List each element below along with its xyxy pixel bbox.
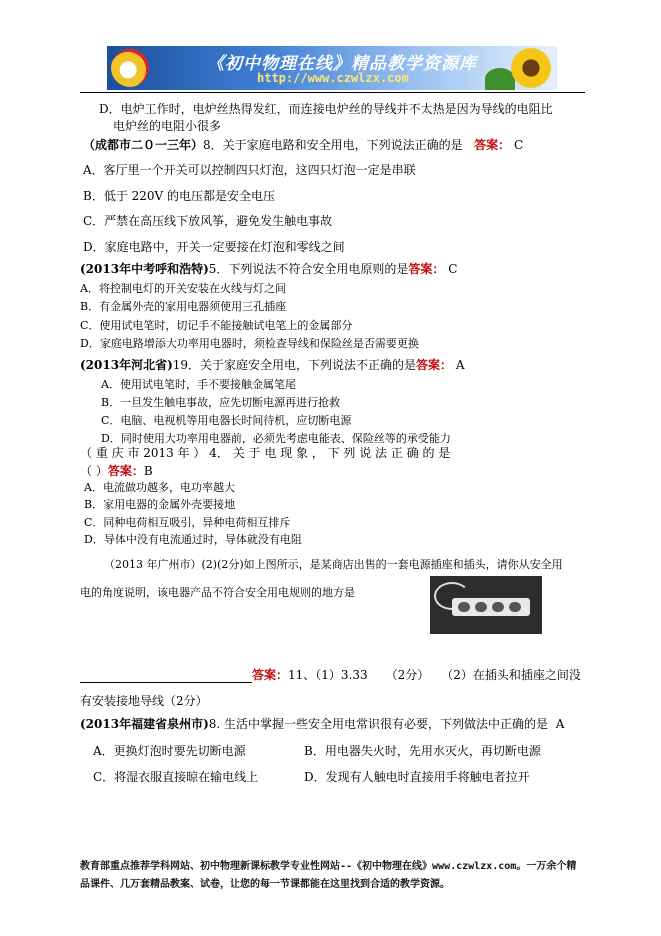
answer-value: A (555, 717, 565, 731)
site-logo (111, 49, 149, 87)
socket-image (458, 602, 470, 612)
option-b: B．一旦发生触电事故，应先切断电源再进行抢救 (101, 396, 341, 409)
question-19 (80, 356, 465, 373)
question-11-line4: 有安装接地导线（2分） (80, 694, 208, 708)
option-d: D．发现有人触电时直接用手将触电者拉开 (304, 770, 530, 784)
option-d-line2: 电炉丝的电阻小很多 (113, 119, 222, 133)
answer-value: A (455, 358, 465, 372)
option-c: C．使用试电笔时，切记手不能接触试电笔上的金属部分 (80, 319, 353, 332)
option-c: C．同种电荷相互吸引，异种电荷相互排斥 (84, 516, 291, 529)
option-b: B．家用电器的金属外壳要接地 (84, 498, 236, 511)
option-d-line1: D．电炉工作时，电炉丝热得发红，而连接电炉丝的导线并不太热是因为导线的电阻比 (99, 102, 553, 116)
socket-image (492, 602, 504, 612)
answer-label: 答案： (416, 358, 453, 372)
answer-label: 答案： (474, 138, 511, 152)
question-11-line2: 电的角度说明，该电器产品不符合安全用电规则的地方是 (80, 586, 355, 599)
option-d: D．家庭电路增添大功率用电器时，须检查导线和保险丝是否需要更换 (80, 337, 419, 350)
question-8b (80, 715, 564, 732)
answer-value: 11、（1）3.33 （2分） （2）在插头和插座之间没 (288, 668, 581, 682)
question-text: 5．下列说法不符合安全用电原则的是 (208, 262, 409, 276)
question-5 (80, 260, 457, 277)
option-c: C．将湿衣服直接晾在输电线上 (93, 770, 259, 784)
option-b: B．用电器失火时，先用水灭火，再切断电源 (304, 744, 541, 758)
answer-label: 答案： (408, 262, 445, 276)
answer-value: C (448, 262, 458, 276)
question-source: (2013年福建省泉州市) (80, 717, 209, 731)
question-4-line2 (80, 462, 153, 479)
question-11-answer (80, 666, 581, 683)
question-8 (83, 136, 523, 153)
option-c: C．严禁在高压线下放风筝，避免发生触电事故 (83, 214, 333, 228)
header-rule (80, 92, 585, 93)
answer-value: C (513, 138, 524, 152)
socket-image (509, 602, 521, 612)
question-text: 8．关于家庭电路和安全用电，下列说法正确的是 (203, 138, 463, 152)
banner-url[interactable]: http://www.czwlzx.com (257, 71, 409, 85)
option-d: D．同时使用大功率用电器前，必须先考虑电能表、保险丝等的承受能力 (101, 432, 451, 445)
option-a: A．将控制电灯的开关安装在火线与灯之间 (80, 282, 286, 295)
option-a: A．使用试电笔时，手不要接触金属笔尾 (101, 378, 296, 391)
option-d: D．家庭电路中，开关一定要接在灯泡和零线之间 (83, 240, 345, 254)
question-text: 19．关于家庭安全用电，下列说法不正确的是 (172, 358, 417, 372)
footer-note: 教育部重点推荐学科网站、初中物理新课标教学专业性网站--《初中物理在线》www.czwlzx.com。一万余个精品课件、几万套精品教案、试卷，让您的每一节课都能在这里找到合适的教学资源。 (80, 861, 577, 890)
question-4-line1: （ 重 庆 市 2013 年 ） 4． 关 于 电 现 象 ， 下 列 说 法 正 确 的 是 (80, 446, 451, 460)
question-text: 8. 生活中掌握一些安全用电常识很有必要，下列做法中正确的是 (208, 717, 549, 731)
answer-label: 答案： (107, 464, 144, 478)
answer-blank: （ ） (80, 464, 108, 478)
option-d: D．导体中没有电流通过时，导体就没有电阻 (84, 533, 302, 546)
header-banner (107, 46, 557, 90)
option-a: A．电流做功越多，电功率越大 (84, 481, 235, 494)
question-source: (2013年河北省) (80, 358, 173, 372)
answer-label: 答案： (252, 668, 289, 682)
socket-image (475, 602, 487, 612)
answer-blank-line (80, 670, 252, 683)
answer-value: B (143, 464, 153, 478)
banner-title: 《初中物理在线》精品教学资源库 (207, 54, 477, 74)
power-strip-photo (430, 576, 542, 634)
option-a: A．客厅里一个开关可以控制四只灯泡，这四只灯泡一定是串联 (83, 163, 416, 177)
question-11-line1: （2013 年广州市）(2)(2分)如上图所示，是某商店出售的一套电源插座和插头，请你从安全用 (104, 558, 563, 571)
option-b: B．低于 220V 的电压都是安全电压 (83, 189, 276, 203)
option-a: A．更换灯泡时要先切断电源 (93, 744, 246, 758)
option-c: C．电脑、电视机等用电器长时间待机，应切断电源 (101, 414, 352, 427)
sunflower-icon (511, 48, 551, 88)
question-source: (2013年中考呼和浩特) (80, 262, 209, 276)
option-b: B．有金属外壳的家用电器须使用三孔插座 (80, 300, 287, 313)
question-source: （成都市二０一三年） (83, 138, 204, 152)
